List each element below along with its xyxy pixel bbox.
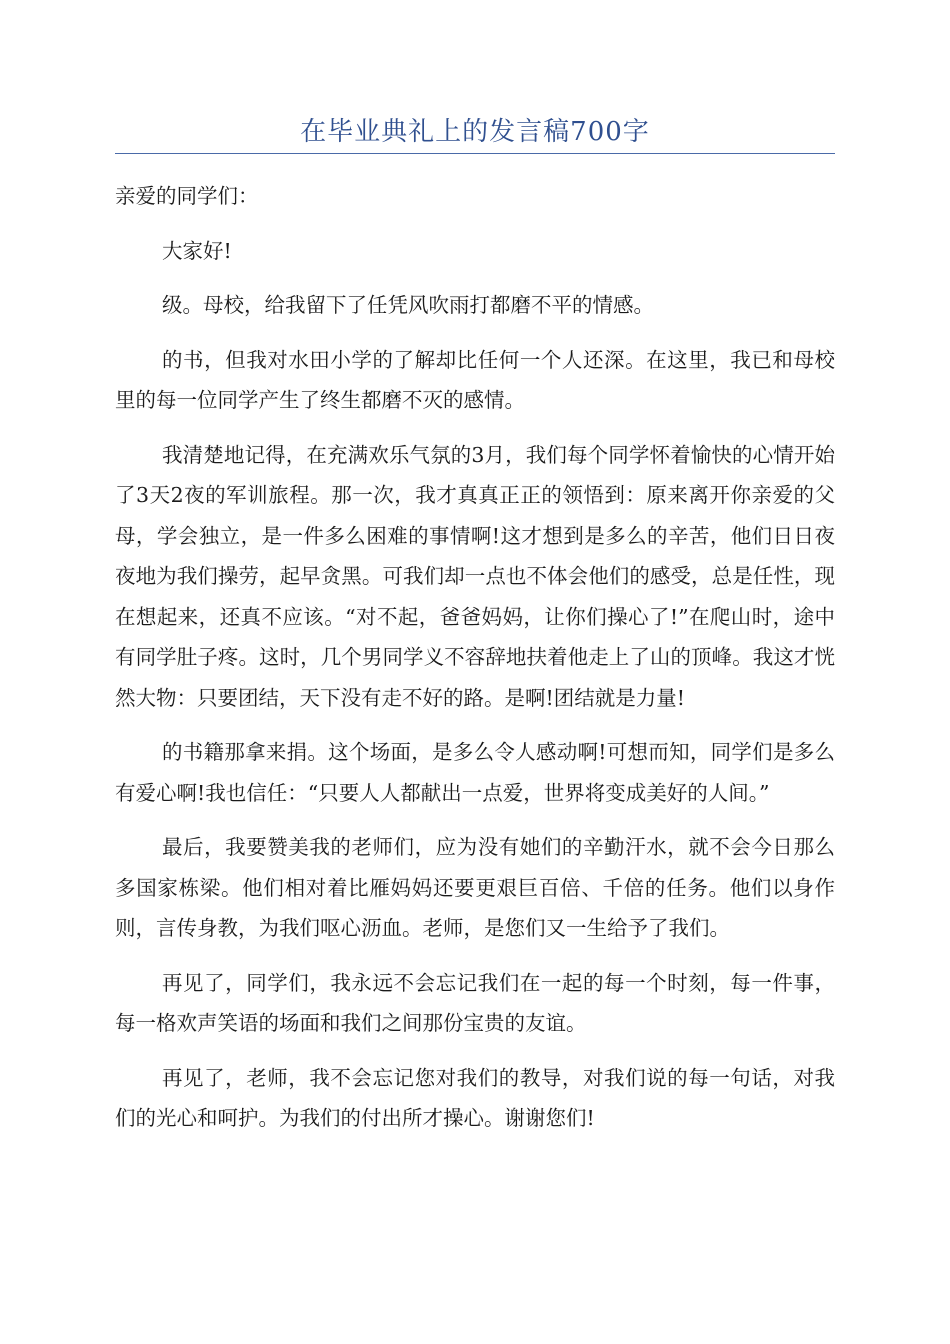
paragraph-6: 最后，我要赞美我的老师们，应为没有她们的辛勤汗水，就不会今日那么多国家栋梁。他们相对着比雁妈妈还要更艰巨百倍、千倍的任务。他们以身作则，言传身教，为我们呕心沥血。老师，是您们又一生给予了我们。 — [115, 835, 835, 940]
paragraph-1: 大家好! — [162, 238, 232, 263]
paragraph-5: 的书籍那拿来捐。这个场面，是多么令人感动啊!可想而知，同学们是多么有爱心啊!我也信任：“只要人人都献出一点爱，世界将变成美好的人间。” — [115, 740, 835, 805]
document-body — [115, 176, 835, 1153]
paragraph-8: 再见了，老师，我不会忘记您对我们的教导，对我们说的每一句话，对我们的光心和呵护。为我们的付出所才操心。谢谢您们! — [115, 1065, 835, 1130]
paragraph-4: 我清楚地记得，在充满欢乐气氛的3月，我们每个同学怀着愉快的心情开始了3天2夜的军训旅程。那一次，我才真真正正的领悟到：原来离开你亲爱的父母，学会独立，是一件多么困难的事情啊!这才想到是多么的辛苦，他们日日夜夜地为我们操劳，起早贪黑。可我们却一点也不体会他们的感受，总是任性，现在想起来，还真不应该。“对不起，爸爸妈妈，让你们操心了!”在爬山时，途中有同学肚子疼。这时，几个男同学义不容辞地扶着他走上了山的顶峰。我这才恍然大物：只要团结，天下没有走不好的路。是啊!团结就是力量! — [115, 442, 835, 710]
salutation: 亲爱的同学们： — [115, 184, 259, 208]
document-page — [115, 0, 835, 1344]
paragraph-3: 的书，但我对水田小学的了解却比任何一个人还深。在这里，我已和母校里的每一位同学产生了终生都磨不灭的感情。 — [115, 347, 835, 412]
paragraph-7: 再见了，同学们，我永远不会忘记我们在一起的每一个时刻，每一件事，每一格欢声笑语的场面和我们之间那份宝贵的友谊。 — [115, 970, 835, 1035]
title-underline — [115, 153, 835, 154]
document-title: 在毕业典礼上的发言稿700字 — [300, 117, 650, 147]
paragraph-2: 级。母校，给我留下了任凭风吹雨打都磨不平的情感。 — [162, 293, 654, 317]
